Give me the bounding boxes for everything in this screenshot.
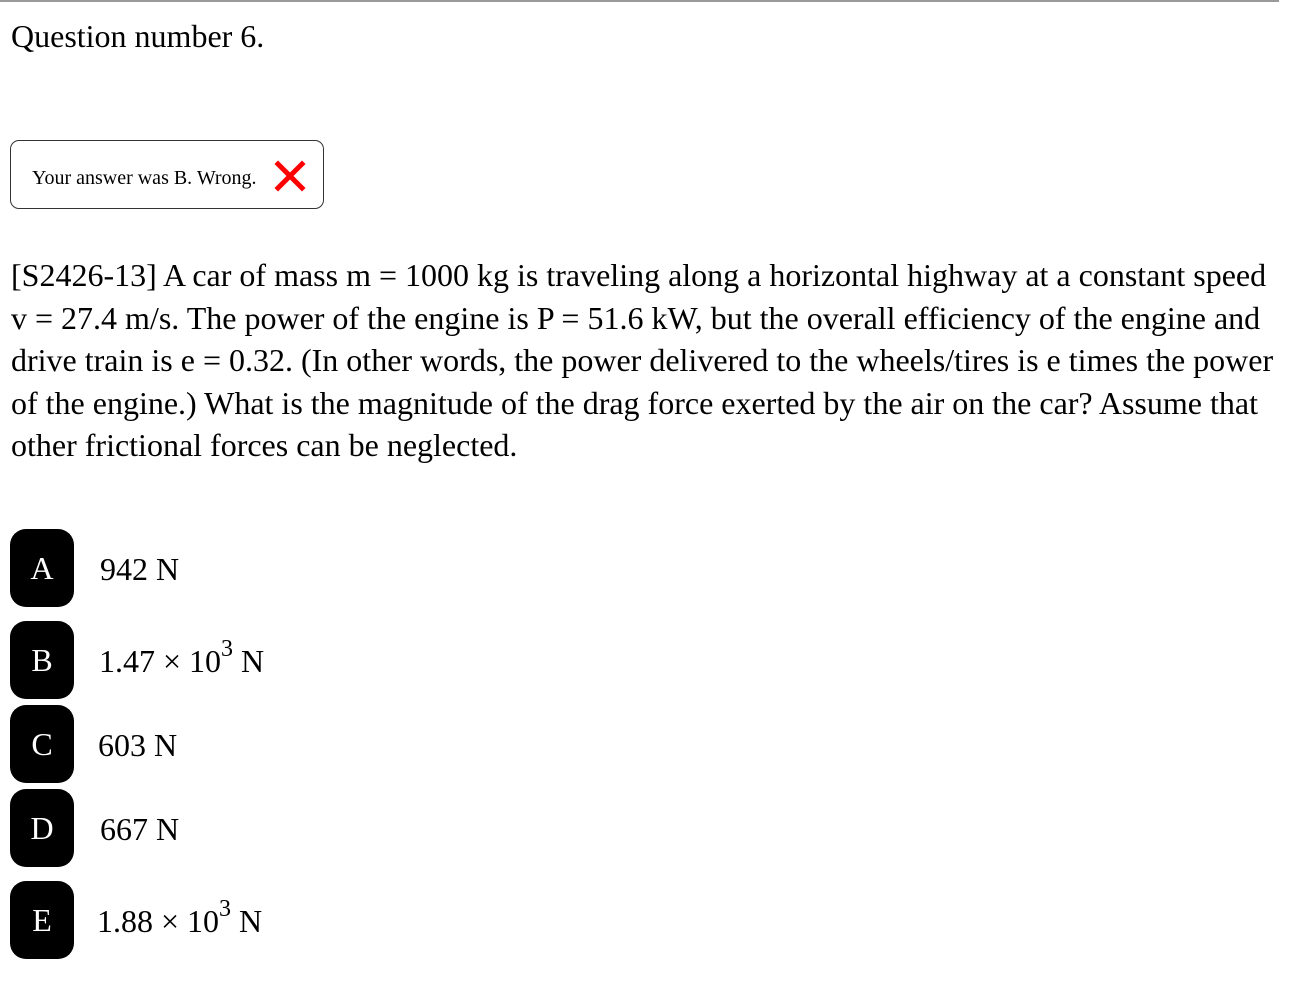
option-value: 667 N <box>100 811 180 847</box>
option-value: 942 N <box>100 551 180 587</box>
cross-icon <box>274 160 306 192</box>
option-unit: N <box>233 643 265 679</box>
feedback-text: Your answer was B. Wrong. <box>32 167 257 189</box>
option-letter-badge: D <box>10 789 74 867</box>
question-text: [S2426-13] A car of mass m = 1000 kg is traveling along a horizontal highway at a constant speed v = 27.4 m/s. The power of the engine is P = 51.6 kW, but the overall efficiency of the engine and drive train is e = 0.32. (In other words, the power delivered to the wheels/tires is e times the power of the engine.) What is the magnitude of the drag force exerted by the air on the car? Assume that other frictional forces can be neglected. <box>11 257 1274 463</box>
option-letter-badge: C <box>10 705 74 783</box>
option-mantissa: 1.47 × 10 <box>99 643 222 679</box>
option-a[interactable] <box>10 529 610 609</box>
option-mantissa: 1.88 × 10 <box>97 903 220 939</box>
option-exponent: 3 <box>219 896 232 923</box>
question-number-heading: Question number 6. <box>11 18 265 54</box>
option-exponent: 3 <box>221 636 234 663</box>
option-b[interactable] <box>10 621 610 701</box>
option-value <box>99 636 265 681</box>
option-c[interactable] <box>10 705 610 785</box>
option-d[interactable] <box>10 789 610 869</box>
option-letter-badge: E <box>10 881 74 959</box>
top-divider <box>0 0 1279 2</box>
answer-feedback-box <box>10 140 324 209</box>
option-letter-badge: A <box>10 529 74 607</box>
option-e[interactable] <box>10 881 610 961</box>
option-letter-badge: B <box>10 621 74 699</box>
option-unit: N <box>231 903 263 939</box>
option-value <box>97 896 263 941</box>
option-value: 603 N <box>98 727 178 763</box>
